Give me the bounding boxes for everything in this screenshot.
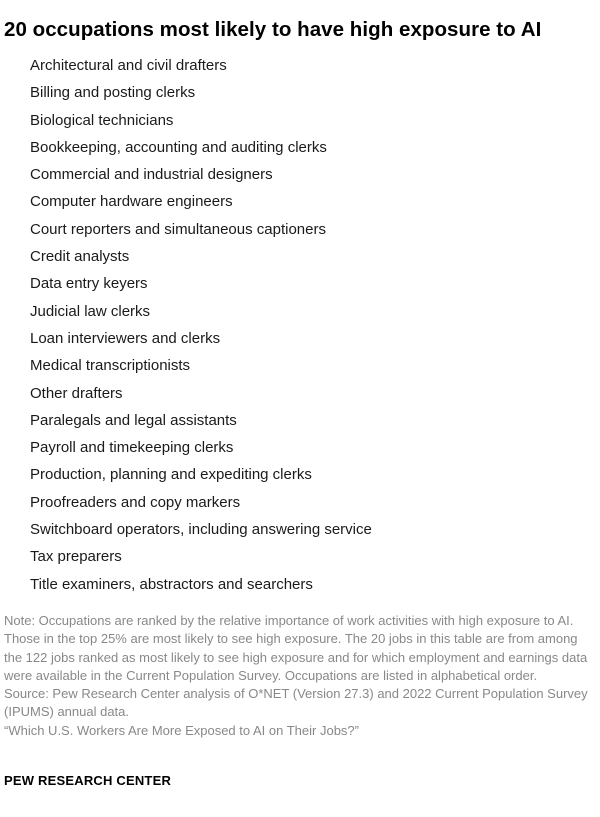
list-item: Payroll and timekeeping clerks bbox=[30, 439, 234, 457]
list-item: Bookkeeping, accounting and auditing clerks bbox=[30, 138, 327, 156]
list-item: Billing and posting clerks bbox=[30, 84, 196, 102]
list-item: Court reporters and simultaneous captioners bbox=[30, 220, 326, 238]
list-item: Architectural and civil drafters bbox=[30, 57, 227, 74]
list-item: Judicial law clerks bbox=[30, 302, 151, 320]
list-item: Loan interviewers and clerks bbox=[30, 329, 221, 347]
list-item: Other drafters bbox=[30, 384, 123, 402]
page-title: 20 occupations most likely to have high exposure to AI bbox=[4, 18, 542, 41]
list-item: Tax preparers bbox=[30, 548, 122, 566]
list-item: Switchboard operators, including answering service bbox=[30, 521, 372, 539]
list-item: Commercial and industrial designers bbox=[30, 166, 273, 184]
list-item: Computer hardware engineers bbox=[30, 193, 233, 211]
footnotes bbox=[4, 612, 598, 740]
occupation-list bbox=[30, 55, 372, 601]
list-item: Proofreaders and copy markers bbox=[30, 493, 241, 511]
list-item: Credit analysts bbox=[30, 248, 130, 266]
list-item: Medical transcriptionists bbox=[30, 357, 191, 375]
source-text: Source: Pew Research Center analysis of O*NET (Version 27.3) and 2022 Current Population Survey (IPUMS) annual data. bbox=[4, 686, 588, 720]
list-item: Production, planning and expediting clerks bbox=[30, 466, 312, 484]
organization-credit: PEW RESEARCH CENTER bbox=[4, 773, 172, 788]
list-item: Biological technicians bbox=[30, 111, 174, 129]
list-item: Data entry keyers bbox=[30, 275, 148, 293]
report-title: “Which U.S. Workers Are More Exposed to AI on Their Jobs?” bbox=[4, 722, 359, 738]
list-item: Paralegals and legal assistants bbox=[30, 411, 237, 429]
note-text: Note: Occupations are ranked by the relative importance of work activities with high exposure to AI. Those in the top 25% are most likely to see high exposure. The 20 jobs in this table are from among the 122 jobs ranked as most likely to see high exposure and for which employment and earnings data were available in the Current Population Survey. Occupations are listed in alphabetical order. bbox=[4, 613, 588, 683]
list-item: Title examiners, abstractors and searchers bbox=[30, 575, 313, 593]
